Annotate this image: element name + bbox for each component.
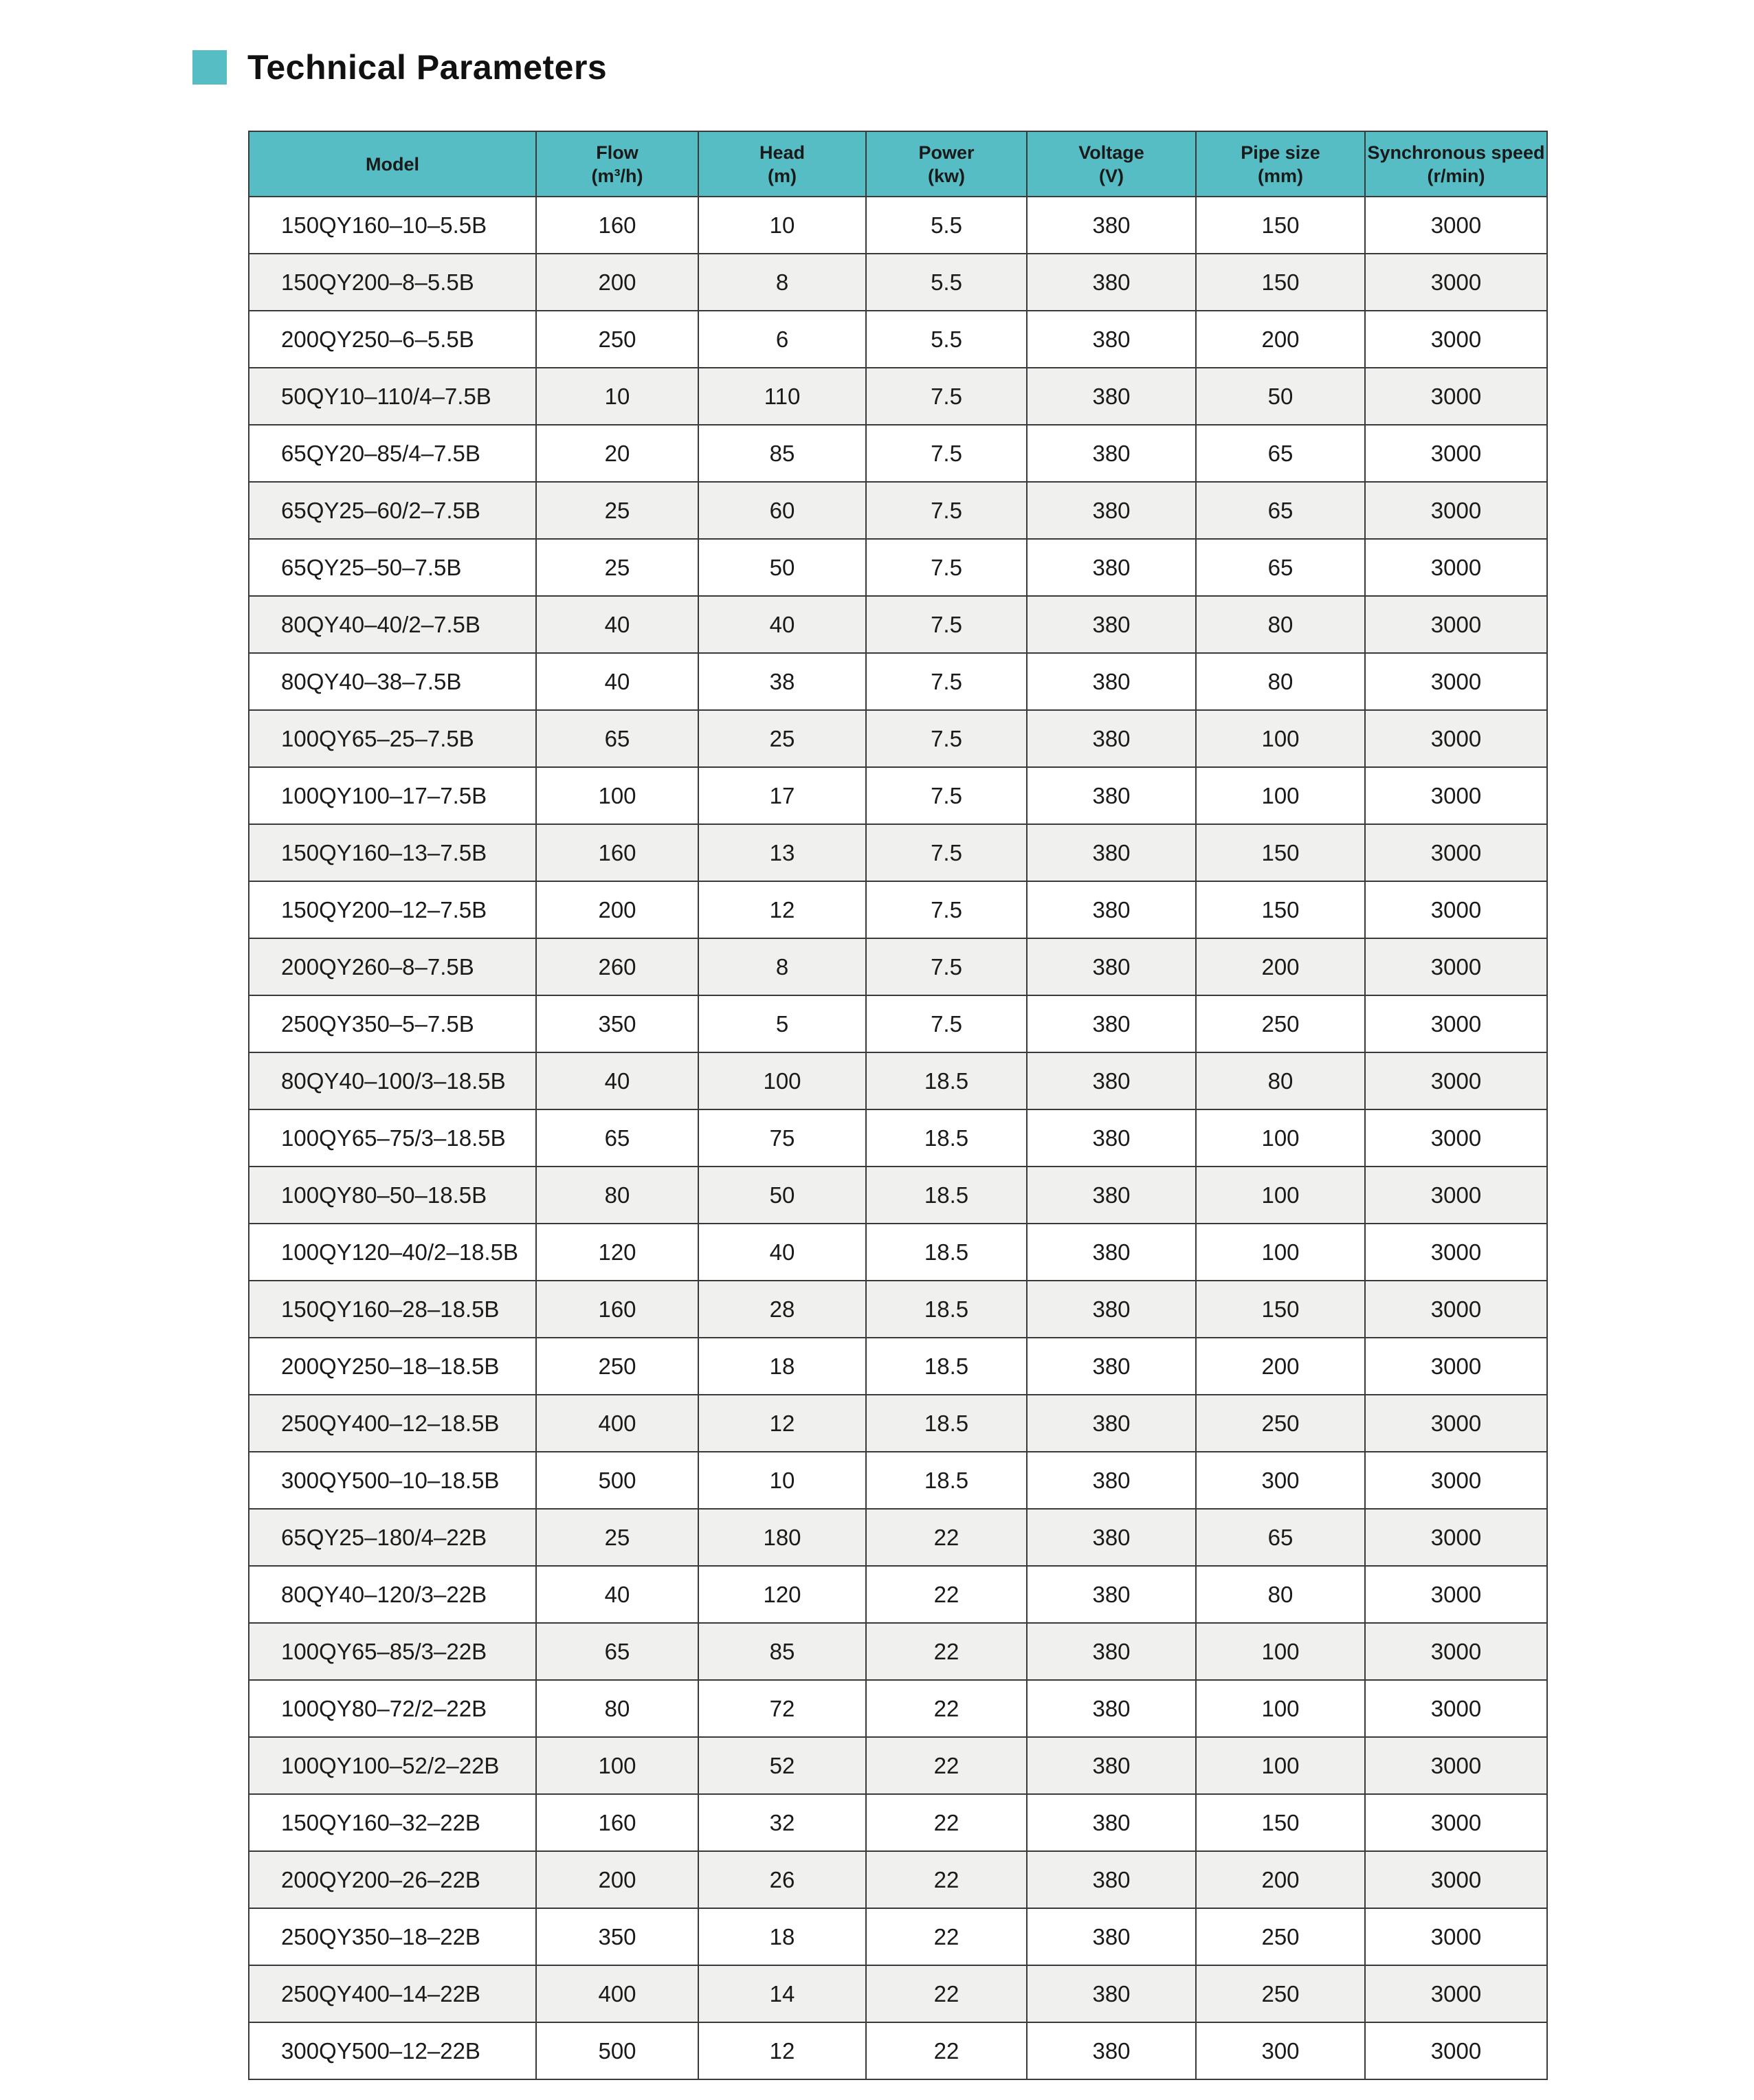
cell-flow: 160 (536, 1281, 698, 1338)
column-header-synchronous-speed (1365, 131, 1547, 197)
cell-voltage: 380 (1027, 1281, 1196, 1338)
cell-pipe-size: 65 (1196, 539, 1365, 596)
cell-voltage: 380 (1027, 1452, 1196, 1509)
table-row (249, 881, 1547, 938)
cell-synchronous-speed: 3000 (1365, 1851, 1547, 1908)
cell-head: 10 (698, 1452, 866, 1509)
cell-head: 25 (698, 710, 866, 767)
table-row (249, 710, 1547, 767)
cell-synchronous-speed: 3000 (1365, 1908, 1547, 1965)
cell-power: 5.5 (866, 197, 1027, 254)
cell-synchronous-speed: 3000 (1365, 2022, 1547, 2079)
cell-flow: 120 (536, 1224, 698, 1281)
cell-model: 100QY80–50–18.5B (249, 1167, 536, 1224)
cell-head: 50 (698, 539, 866, 596)
cell-power: 22 (866, 1737, 1027, 1794)
table-row (249, 767, 1547, 824)
table-body (249, 197, 1547, 2079)
cell-voltage: 380 (1027, 368, 1196, 425)
cell-flow: 25 (536, 482, 698, 539)
cell-flow: 10 (536, 368, 698, 425)
cell-flow: 400 (536, 1395, 698, 1452)
cell-synchronous-speed: 3000 (1365, 1680, 1547, 1737)
cell-synchronous-speed: 3000 (1365, 1794, 1547, 1851)
cell-head: 18 (698, 1908, 866, 1965)
cell-pipe-size: 50 (1196, 368, 1365, 425)
column-header-unit: (kw) (928, 165, 965, 186)
cell-pipe-size: 80 (1196, 653, 1365, 710)
cell-voltage: 380 (1027, 1680, 1196, 1737)
cell-voltage: 380 (1027, 710, 1196, 767)
cell-model: 150QY160–10–5.5B (249, 197, 536, 254)
cell-flow: 40 (536, 596, 698, 653)
cell-head: 26 (698, 1851, 866, 1908)
cell-flow: 200 (536, 254, 698, 311)
cell-power: 5.5 (866, 311, 1027, 368)
cell-flow: 500 (536, 1452, 698, 1509)
cell-model: 150QY160–13–7.5B (249, 824, 536, 881)
cell-pipe-size: 100 (1196, 767, 1365, 824)
cell-synchronous-speed: 3000 (1365, 995, 1547, 1052)
cell-synchronous-speed: 3000 (1365, 539, 1547, 596)
cell-voltage: 380 (1027, 1109, 1196, 1167)
cell-synchronous-speed: 3000 (1365, 824, 1547, 881)
table-header (249, 131, 1547, 197)
cell-model: 200QY260–8–7.5B (249, 938, 536, 995)
cell-model: 100QY120–40/2–18.5B (249, 1224, 536, 1281)
cell-model: 100QY80–72/2–22B (249, 1680, 536, 1737)
cell-head: 100 (698, 1052, 866, 1109)
cell-pipe-size: 100 (1196, 1680, 1365, 1737)
table-row (249, 1737, 1547, 1794)
table-row (249, 539, 1547, 596)
cell-flow: 40 (536, 1566, 698, 1623)
cell-model: 65QY25–50–7.5B (249, 539, 536, 596)
cell-synchronous-speed: 3000 (1365, 938, 1547, 995)
table-row (249, 1109, 1547, 1167)
cell-voltage: 380 (1027, 1224, 1196, 1281)
cell-flow: 160 (536, 824, 698, 881)
header-row (249, 131, 1547, 197)
cell-synchronous-speed: 3000 (1365, 1623, 1547, 1680)
column-header-unit: (m) (768, 165, 797, 186)
cell-flow: 160 (536, 197, 698, 254)
cell-flow: 80 (536, 1167, 698, 1224)
cell-voltage: 380 (1027, 1908, 1196, 1965)
cell-synchronous-speed: 3000 (1365, 1338, 1547, 1395)
table-row (249, 596, 1547, 653)
cell-flow: 350 (536, 1908, 698, 1965)
cell-voltage: 380 (1027, 995, 1196, 1052)
cell-voltage: 380 (1027, 596, 1196, 653)
cell-flow: 65 (536, 1623, 698, 1680)
cell-voltage: 380 (1027, 1566, 1196, 1623)
cell-pipe-size: 200 (1196, 938, 1365, 995)
table-row (249, 653, 1547, 710)
table-row (249, 995, 1547, 1052)
cell-voltage: 380 (1027, 1737, 1196, 1794)
cell-voltage: 380 (1027, 1623, 1196, 1680)
cell-voltage: 380 (1027, 1509, 1196, 1566)
cell-synchronous-speed: 3000 (1365, 311, 1547, 368)
cell-voltage: 380 (1027, 2022, 1196, 2079)
cell-voltage: 380 (1027, 938, 1196, 995)
cell-voltage: 380 (1027, 1167, 1196, 1224)
cell-pipe-size: 65 (1196, 1509, 1365, 1566)
cell-synchronous-speed: 3000 (1365, 368, 1547, 425)
column-header-label: Model (366, 153, 419, 175)
cell-synchronous-speed: 3000 (1365, 881, 1547, 938)
cell-pipe-size: 100 (1196, 1167, 1365, 1224)
cell-model: 300QY500–10–18.5B (249, 1452, 536, 1509)
cell-synchronous-speed: 3000 (1365, 197, 1547, 254)
cell-power: 5.5 (866, 254, 1027, 311)
cell-head: 52 (698, 1737, 866, 1794)
cell-power: 18.5 (866, 1395, 1027, 1452)
cell-flow: 40 (536, 1052, 698, 1109)
cell-voltage: 380 (1027, 197, 1196, 254)
column-header-label: Flow (596, 142, 639, 163)
cell-flow: 100 (536, 767, 698, 824)
cell-voltage: 380 (1027, 1395, 1196, 1452)
cell-model: 80QY40–40/2–7.5B (249, 596, 536, 653)
cell-head: 12 (698, 1395, 866, 1452)
cell-model: 250QY350–18–22B (249, 1908, 536, 1965)
cell-power: 22 (866, 1908, 1027, 1965)
table-row (249, 1452, 1547, 1509)
cell-model: 150QY200–12–7.5B (249, 881, 536, 938)
column-header-head (698, 131, 866, 197)
column-header-label: Head (759, 142, 806, 163)
table-row (249, 1395, 1547, 1452)
cell-voltage: 380 (1027, 767, 1196, 824)
column-header-flow (536, 131, 698, 197)
cell-head: 38 (698, 653, 866, 710)
table-row (249, 311, 1547, 368)
column-header-voltage (1027, 131, 1196, 197)
cell-pipe-size: 150 (1196, 824, 1365, 881)
table-row (249, 197, 1547, 254)
cell-pipe-size: 150 (1196, 197, 1365, 254)
cell-synchronous-speed: 3000 (1365, 1281, 1547, 1338)
column-header-label: Pipe size (1241, 142, 1320, 163)
cell-power: 22 (866, 1680, 1027, 1737)
cell-voltage: 380 (1027, 539, 1196, 596)
table-row (249, 1851, 1547, 1908)
cell-head: 180 (698, 1509, 866, 1566)
cell-synchronous-speed: 3000 (1365, 1509, 1547, 1566)
cell-pipe-size: 150 (1196, 254, 1365, 311)
cell-power: 18.5 (866, 1281, 1027, 1338)
table-row (249, 1566, 1547, 1623)
cell-model: 65QY25–180/4–22B (249, 1509, 536, 1566)
cell-model: 250QY400–14–22B (249, 1965, 536, 2022)
cell-voltage: 380 (1027, 311, 1196, 368)
cell-power: 7.5 (866, 539, 1027, 596)
cell-power: 7.5 (866, 368, 1027, 425)
cell-synchronous-speed: 3000 (1365, 254, 1547, 311)
cell-power: 7.5 (866, 710, 1027, 767)
cell-model: 65QY20–85/4–7.5B (249, 425, 536, 482)
cell-synchronous-speed: 3000 (1365, 425, 1547, 482)
cell-head: 5 (698, 995, 866, 1052)
table-row (249, 1052, 1547, 1109)
cell-head: 12 (698, 881, 866, 938)
table-row (249, 1623, 1547, 1680)
cell-head: 8 (698, 254, 866, 311)
cell-pipe-size: 200 (1196, 1338, 1365, 1395)
cell-flow: 80 (536, 1680, 698, 1737)
column-header-label: Power (918, 142, 975, 163)
cell-power: 18.5 (866, 1167, 1027, 1224)
cell-head: 60 (698, 482, 866, 539)
cell-power: 7.5 (866, 653, 1027, 710)
cell-power: 7.5 (866, 824, 1027, 881)
column-header-unit: (mm) (1258, 165, 1303, 186)
table-row (249, 425, 1547, 482)
cell-power: 22 (866, 1851, 1027, 1908)
cell-power: 22 (866, 1965, 1027, 2022)
cell-model: 200QY250–18–18.5B (249, 1338, 536, 1395)
cell-flow: 200 (536, 1851, 698, 1908)
cell-pipe-size: 200 (1196, 1851, 1365, 1908)
table-row (249, 2022, 1547, 2079)
cell-head: 28 (698, 1281, 866, 1338)
cell-flow: 250 (536, 1338, 698, 1395)
cell-synchronous-speed: 3000 (1365, 1224, 1547, 1281)
cell-power: 18.5 (866, 1052, 1027, 1109)
cell-power: 18.5 (866, 1224, 1027, 1281)
cell-flow: 40 (536, 653, 698, 710)
cell-power: 22 (866, 1794, 1027, 1851)
cell-head: 110 (698, 368, 866, 425)
cell-power: 22 (866, 1623, 1027, 1680)
cell-synchronous-speed: 3000 (1365, 1109, 1547, 1167)
cell-pipe-size: 80 (1196, 1052, 1365, 1109)
table-row (249, 1965, 1547, 2022)
column-header-unit: (m³/h) (591, 165, 643, 186)
cell-pipe-size: 250 (1196, 1395, 1365, 1452)
cell-voltage: 380 (1027, 824, 1196, 881)
cell-synchronous-speed: 3000 (1365, 1052, 1547, 1109)
table-row (249, 1167, 1547, 1224)
cell-voltage: 380 (1027, 653, 1196, 710)
cell-pipe-size: 250 (1196, 995, 1365, 1052)
cell-flow: 100 (536, 1737, 698, 1794)
column-header-label: Synchronous speed (1367, 142, 1545, 163)
table-row (249, 1224, 1547, 1281)
cell-flow: 65 (536, 1109, 698, 1167)
cell-head: 8 (698, 938, 866, 995)
table-row (249, 1281, 1547, 1338)
cell-flow: 250 (536, 311, 698, 368)
cell-head: 40 (698, 596, 866, 653)
cell-head: 10 (698, 197, 866, 254)
cell-model: 300QY500–12–22B (249, 2022, 536, 2079)
cell-pipe-size: 150 (1196, 1794, 1365, 1851)
cell-power: 22 (866, 2022, 1027, 2079)
cell-voltage: 380 (1027, 1965, 1196, 2022)
cell-model: 50QY10–110/4–7.5B (249, 368, 536, 425)
cell-synchronous-speed: 3000 (1365, 482, 1547, 539)
cell-synchronous-speed: 3000 (1365, 1395, 1547, 1452)
cell-model: 100QY100–17–7.5B (249, 767, 536, 824)
cell-model: 200QY200–26–22B (249, 1851, 536, 1908)
cell-head: 6 (698, 311, 866, 368)
table-row (249, 824, 1547, 881)
cell-flow: 350 (536, 995, 698, 1052)
column-header-unit: (V) (1099, 165, 1124, 186)
cell-power: 18.5 (866, 1452, 1027, 1509)
cell-head: 50 (698, 1167, 866, 1224)
table-row (249, 1908, 1547, 1965)
cell-model: 100QY65–75/3–18.5B (249, 1109, 536, 1167)
cell-flow: 500 (536, 2022, 698, 2079)
cell-head: 18 (698, 1338, 866, 1395)
cell-pipe-size: 80 (1196, 1566, 1365, 1623)
cell-synchronous-speed: 3000 (1365, 1737, 1547, 1794)
cell-flow: 260 (536, 938, 698, 995)
table-row (249, 1794, 1547, 1851)
cell-power: 22 (866, 1509, 1027, 1566)
cell-power: 7.5 (866, 425, 1027, 482)
cell-flow: 25 (536, 539, 698, 596)
page-title: Technical Parameters (247, 48, 608, 87)
cell-pipe-size: 150 (1196, 881, 1365, 938)
cell-power: 7.5 (866, 767, 1027, 824)
cell-synchronous-speed: 3000 (1365, 596, 1547, 653)
cell-head: 120 (698, 1566, 866, 1623)
cell-voltage: 380 (1027, 482, 1196, 539)
column-header-model (249, 131, 536, 197)
cell-pipe-size: 250 (1196, 1965, 1365, 2022)
cell-power: 7.5 (866, 596, 1027, 653)
cell-power: 18.5 (866, 1338, 1027, 1395)
cell-model: 150QY160–28–18.5B (249, 1281, 536, 1338)
table-row (249, 938, 1547, 995)
cell-power: 7.5 (866, 482, 1027, 539)
cell-model: 65QY25–60/2–7.5B (249, 482, 536, 539)
cell-head: 72 (698, 1680, 866, 1737)
cell-model: 150QY160–32–22B (249, 1794, 536, 1851)
cell-voltage: 380 (1027, 1851, 1196, 1908)
cell-flow: 65 (536, 710, 698, 767)
cell-synchronous-speed: 3000 (1365, 1566, 1547, 1623)
cell-power: 22 (866, 1566, 1027, 1623)
cell-pipe-size: 100 (1196, 1623, 1365, 1680)
cell-voltage: 380 (1027, 1794, 1196, 1851)
cell-head: 75 (698, 1109, 866, 1167)
table-row (249, 254, 1547, 311)
cell-synchronous-speed: 3000 (1365, 653, 1547, 710)
cell-pipe-size: 200 (1196, 311, 1365, 368)
cell-head: 32 (698, 1794, 866, 1851)
cell-synchronous-speed: 3000 (1365, 1452, 1547, 1509)
cell-synchronous-speed: 3000 (1365, 767, 1547, 824)
cell-pipe-size: 100 (1196, 1109, 1365, 1167)
column-header-power (866, 131, 1027, 197)
cell-power: 7.5 (866, 881, 1027, 938)
cell-voltage: 380 (1027, 425, 1196, 482)
cell-flow: 400 (536, 1965, 698, 2022)
table-row (249, 482, 1547, 539)
cell-model: 100QY100–52/2–22B (249, 1737, 536, 1794)
table-row (249, 1680, 1547, 1737)
cell-head: 40 (698, 1224, 866, 1281)
cell-pipe-size: 150 (1196, 1281, 1365, 1338)
column-header-pipe-size (1196, 131, 1365, 197)
cell-synchronous-speed: 3000 (1365, 710, 1547, 767)
cell-head: 14 (698, 1965, 866, 2022)
table-row (249, 1509, 1547, 1566)
cell-pipe-size: 65 (1196, 425, 1365, 482)
cell-model: 80QY40–100/3–18.5B (249, 1052, 536, 1109)
heading-square-icon (192, 50, 227, 85)
cell-pipe-size: 100 (1196, 710, 1365, 767)
section-heading (192, 48, 607, 87)
cell-synchronous-speed: 3000 (1365, 1965, 1547, 2022)
cell-flow: 25 (536, 1509, 698, 1566)
cell-flow: 160 (536, 1794, 698, 1851)
cell-voltage: 380 (1027, 881, 1196, 938)
cell-head: 12 (698, 2022, 866, 2079)
cell-model: 250QY350–5–7.5B (249, 995, 536, 1052)
cell-power: 7.5 (866, 938, 1027, 995)
cell-pipe-size: 300 (1196, 1452, 1365, 1509)
cell-pipe-size: 100 (1196, 1224, 1365, 1281)
cell-head: 17 (698, 767, 866, 824)
parameters-table-container (248, 131, 1546, 2080)
table-row (249, 368, 1547, 425)
cell-pipe-size: 80 (1196, 596, 1365, 653)
cell-head: 85 (698, 1623, 866, 1680)
cell-pipe-size: 100 (1196, 1737, 1365, 1794)
cell-voltage: 380 (1027, 1052, 1196, 1109)
cell-model: 250QY400–12–18.5B (249, 1395, 536, 1452)
cell-head: 85 (698, 425, 866, 482)
cell-model: 100QY65–85/3–22B (249, 1623, 536, 1680)
parameters-table (248, 131, 1548, 2080)
column-header-label: Voltage (1078, 142, 1144, 163)
cell-head: 13 (698, 824, 866, 881)
column-header-unit: (r/min) (1427, 165, 1485, 186)
cell-power: 18.5 (866, 1109, 1027, 1167)
cell-flow: 200 (536, 881, 698, 938)
cell-model: 100QY65–25–7.5B (249, 710, 536, 767)
cell-pipe-size: 250 (1196, 1908, 1365, 1965)
cell-flow: 20 (536, 425, 698, 482)
cell-model: 200QY250–6–5.5B (249, 311, 536, 368)
table-row (249, 1338, 1547, 1395)
cell-pipe-size: 300 (1196, 2022, 1365, 2079)
cell-pipe-size: 65 (1196, 482, 1365, 539)
cell-model: 80QY40–38–7.5B (249, 653, 536, 710)
cell-model: 80QY40–120/3–22B (249, 1566, 536, 1623)
cell-voltage: 380 (1027, 254, 1196, 311)
cell-synchronous-speed: 3000 (1365, 1167, 1547, 1224)
cell-model: 150QY200–8–5.5B (249, 254, 536, 311)
cell-power: 7.5 (866, 995, 1027, 1052)
cell-voltage: 380 (1027, 1338, 1196, 1395)
